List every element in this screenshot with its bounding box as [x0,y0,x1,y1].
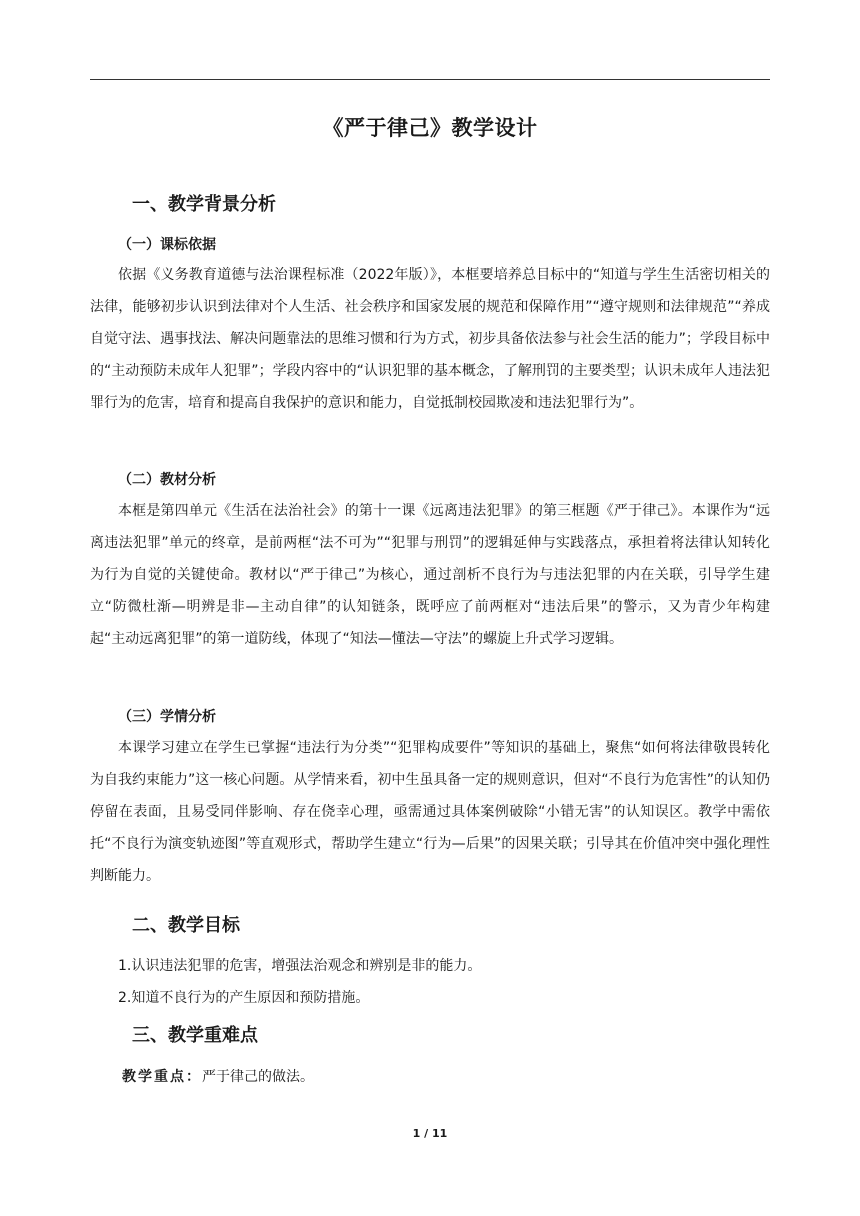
key-point-label: 教学重点： [122,1069,202,1085]
paragraph-curriculum: 依据《义务教育道德与法治课程标准（2022年版）》，本框要培养总目标中的“知道与学生生活密切相关的法律，能够初步认识到法律对个人生活、社会秩序和国家发展的规范和保障作用”“遵守规则和法律规范”“养成自觉守法、遇事找法、解决问题靠法的思维习惯和行为方式，初步具备依法参与社会生活的能力”；学段目标中的“主动预防未成年人犯罪”；学段内容中的“认识犯罪的基本概念，了解刑罚的主要类型；认识未成年人违法犯罪行为的危害，培育和提高自我保护的意识和能力，自觉抵制校园欺凌和违法犯罪行为”。 [90,267,770,411]
section-heading-objectives: 二、教学目标 [132,915,240,936]
paragraph-student: 本课学习建立在学生已掌握“违法行为分类”“犯罪构成要件”等知识的基础上，聚焦“如何将法律敬畏转化为自我约束能力”这一核心问题。从学情来看，初中生虽具备一定的规则意识，但对“不良行为危害性”的认知仍停留在表面，且易受同伴影响、存在侥幸心理，亟需通过具体案例破除“小错无害”的认知误区。教学中需依托“不良行为演变轨迹图”等直观形式，帮助学生建立“行为—后果”的因果关联；引导其在价值冲突中强化理性判断能力。 [90,740,770,884]
section-heading-keypoints: 三、教学重难点 [132,1025,258,1046]
header-rule [90,79,770,80]
section-heading-background: 一、教学背景分析 [132,194,276,215]
document-title: 《严于律己》教学设计 [322,116,538,140]
objective-item-2: 2.知道不良行为的产生原因和预防措施。 [118,990,370,1006]
key-point-line [122,1066,314,1086]
subheading-textbook: （二）教材分析 [118,472,216,488]
objective-item-1: 1.认识违法犯罪的危害，增强法治观念和辨别是非的能力。 [118,958,482,974]
key-point-text: 严于律己的做法。 [202,1069,314,1085]
paragraph-textbook: 本框是第四单元《生活在法治社会》的第十一课《远离违法犯罪》的第三框题《严于律己》。本课作为“远离违法犯罪”单元的终章，是前两框“法不可为”“犯罪与刑罚”的逻辑延伸与实践落点，承担着将法律认知转化为行为自觉的关键使命。教材以“严于律己”为核心，通过剖析不良行为与违法犯罪的内在关联，引导学生建立“防微杜渐—明辨是非—主动自律”的认知链条，既呼应了前两框对“违法后果”的警示，又为青少年构建起“主动远离犯罪”的第一道防线，体现了“知法—懂法—守法”的螺旋上升式学习逻辑。 [90,503,770,647]
subheading-curriculum: （一）课标依据 [118,237,216,253]
page-number: 1 / 11 [412,1127,448,1140]
subheading-student: （三）学情分析 [118,709,216,725]
